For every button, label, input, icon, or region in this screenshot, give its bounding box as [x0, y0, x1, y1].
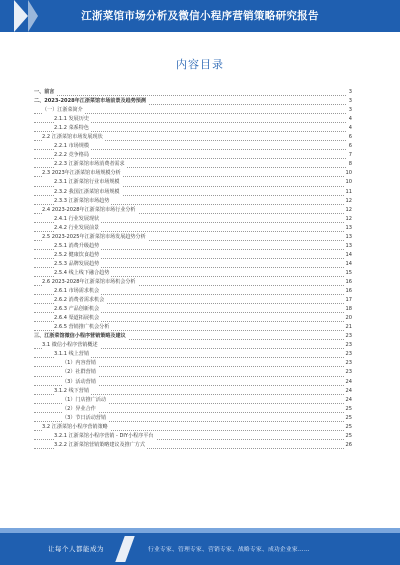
toc-page-number: 4 — [347, 115, 352, 124]
toc-entry[interactable] — [34, 341, 352, 350]
toc-entry[interactable] — [34, 332, 352, 341]
toc-entry-text: 一、前言 — [34, 88, 56, 97]
page-footer — [0, 528, 400, 565]
toc-entry-text: （2）社群营销 — [62, 368, 98, 377]
toc-leader-dots — [34, 95, 352, 96]
toc-entry[interactable] — [34, 151, 352, 160]
toc-entry-text: 2.2.2 竞争格局 — [54, 151, 91, 160]
footer-band — [0, 528, 400, 533]
toc-entry-text: 三、江浙菜馆微信小程序营销策略及建议 — [34, 332, 128, 341]
toc-page-number: 11 — [344, 188, 352, 197]
toc-page-number: 23 — [344, 350, 352, 359]
toc-page-number: 14 — [344, 260, 352, 269]
toc-page-number: 23 — [344, 368, 352, 377]
toc-page-number: 8 — [347, 160, 352, 169]
toc-page-number: 4 — [347, 124, 352, 133]
toc-entry-text: 2.5 2023-2025年江浙菜馆市场发展趋势分析 — [42, 233, 148, 242]
toc-entry[interactable] — [34, 305, 352, 314]
toc-entry-text: 2.5.3 品牌发展趋势 — [54, 260, 101, 269]
toc-page-number: 15 — [344, 269, 352, 278]
toc-entry[interactable] — [34, 432, 352, 441]
toc-entry[interactable] — [34, 88, 352, 97]
toc-entry-text: 2.6.2 消费者需求机会 — [54, 296, 106, 305]
toc-entry[interactable] — [34, 387, 352, 396]
toc-entry-text: 2.1.2 菜系特色 — [54, 124, 91, 133]
toc-entry[interactable] — [34, 178, 352, 187]
toc-entry[interactable] — [34, 368, 352, 377]
toc-page-number: 16 — [344, 287, 352, 296]
report-title: 江浙菜馆市场分析及微信小程序营销策略研究报告 — [81, 10, 319, 22]
toc-entry-text: 3.1 微信小程序营销概述 — [42, 341, 100, 350]
toc-entry[interactable] — [34, 441, 352, 450]
toc-page-number: 25 — [344, 432, 352, 441]
toc-entry-text: 2.4.1 行业发展现状 — [54, 215, 101, 224]
toc-entry-text: （3）节日活动营销 — [62, 414, 108, 423]
toc-entry[interactable] — [34, 224, 352, 233]
toc-entry[interactable] — [34, 188, 352, 197]
toc-entry-text: 2.6.3 产品创新机会 — [54, 305, 101, 314]
toc-page-number: 7 — [347, 151, 352, 160]
toc-entry[interactable] — [34, 323, 352, 332]
toc-entry[interactable] — [34, 350, 352, 359]
toc-entry-text: 2.5.1 消费升级趋势 — [54, 242, 101, 251]
toc-page-number: 26 — [344, 441, 352, 450]
toc-page-number: 21 — [344, 323, 352, 332]
toc-page-number: 25 — [344, 423, 352, 432]
toc-title: 内容目录 — [176, 58, 224, 71]
toc-page-number: 23 — [344, 332, 352, 341]
toc-entry[interactable] — [34, 169, 352, 178]
toc-entry[interactable] — [34, 423, 352, 432]
toc-page-number: 6 — [347, 142, 352, 151]
toc-page-number: 12 — [344, 206, 352, 215]
toc-page-number: 24 — [344, 387, 352, 396]
toc-entry[interactable] — [34, 260, 352, 269]
toc-page-number: 24 — [344, 378, 352, 387]
toc-entry-text: 二、2023-2028年江浙菜馆市场前景及趋势预测 — [34, 97, 148, 106]
toc-entry[interactable] — [34, 414, 352, 423]
toc-entry[interactable] — [34, 314, 352, 323]
slash-decoration-icon — [115, 536, 134, 562]
toc-entry-text: 3.2.1 江浙菜馆小程序营销 - DIY小程序平台 — [54, 432, 156, 441]
toc-entry[interactable] — [34, 106, 352, 115]
toc-entry[interactable] — [34, 378, 352, 387]
toc-entry[interactable] — [34, 396, 352, 405]
toc-entry[interactable] — [34, 359, 352, 368]
toc-entry-text: 2.5.4 线上线下融合趋势 — [54, 269, 111, 278]
toc-entry-text: 2.2 江浙菜馆市场发展现状 — [42, 133, 105, 142]
toc-page-number: 13 — [344, 233, 352, 242]
toc-page-number: 23 — [344, 359, 352, 368]
table-of-contents — [34, 88, 352, 450]
toc-entry-text: 3.1.1 线上营销 — [54, 350, 91, 359]
toc-entry[interactable] — [34, 197, 352, 206]
toc-entry[interactable] — [34, 233, 352, 242]
toc-entry-text: 2.6.5 营销推广机会分析 — [54, 323, 111, 332]
toc-page-number: 6 — [347, 133, 352, 142]
toc-entry-text: 3.1.2 线下营销 — [54, 387, 91, 396]
toc-entry[interactable] — [34, 160, 352, 169]
toc-page-number: 3 — [347, 88, 352, 97]
toc-entry[interactable] — [34, 405, 352, 414]
toc-entry[interactable] — [34, 206, 352, 215]
toc-entry[interactable] — [34, 287, 352, 296]
toc-page-number: 12 — [344, 197, 352, 206]
page-header — [0, 0, 400, 32]
toc-entry[interactable] — [34, 115, 352, 124]
toc-entry-text: 2.4 2023-2028年江浙菜馆市场行业分析 — [42, 206, 138, 215]
toc-entry-text: （1）内容营销 — [62, 359, 98, 368]
toc-page-number: 10 — [344, 178, 352, 187]
toc-page-number: 3 — [347, 106, 352, 115]
toc-page-number: 25 — [344, 414, 352, 423]
toc-page-number: 25 — [344, 405, 352, 414]
toc-entry-text: 2.6.1 市场需求机会 — [54, 287, 101, 296]
toc-entry-text: 3.2.2 江浙菜馆营销策略建议及推广方式 — [54, 441, 147, 450]
toc-entry-text: 3.2 江浙菜馆小程序营销策略 — [42, 423, 110, 432]
toc-entry[interactable] — [34, 269, 352, 278]
toc-entry-text: 2.2.1 市场规模 — [54, 142, 91, 151]
toc-entry-text: （2）异业合作 — [62, 405, 98, 414]
toc-page-number: 13 — [344, 242, 352, 251]
toc-page-number: 24 — [344, 396, 352, 405]
toc-entry[interactable] — [34, 142, 352, 151]
toc-page-number: 14 — [344, 251, 352, 260]
toc-page-number: 16 — [344, 278, 352, 287]
toc-entry-text: 2.3.2 我国江浙菜馆市场规模 — [54, 188, 122, 197]
toc-page-number: 20 — [344, 314, 352, 323]
toc-entry[interactable] — [34, 251, 352, 260]
footer-tagline: 行业专家、管理专家、营销专家、战略专家、成功企业家…… — [148, 547, 310, 553]
toc-entry[interactable] — [34, 296, 352, 305]
toc-entry-text: 2.3 2023年江浙菜馆市场规模分析 — [42, 169, 123, 178]
toc-entry-text: 2.3.1 江浙菜馆行业市场规模 — [54, 178, 122, 187]
toc-entry[interactable] — [34, 124, 352, 133]
toc-entry-text: （一）江浙菜简介 — [42, 106, 85, 115]
toc-entry-text: 2.4.2 行业发展前景 — [54, 224, 101, 233]
toc-entry-text: （1）门店推广活动 — [62, 396, 108, 405]
toc-page-number: 23 — [344, 341, 352, 350]
toc-page-number: 10 — [344, 169, 352, 178]
toc-entry-text: 2.6 2023-2028年江浙菜馆市场机会分析 — [42, 278, 138, 287]
footer-slogan: 让每个人都能成为 — [48, 545, 104, 553]
toc-entry-text: 2.6.4 渠道拓展机会 — [54, 314, 101, 323]
toc-entry[interactable] — [34, 242, 352, 251]
toc-entry[interactable] — [34, 215, 352, 224]
toc-entry[interactable] — [34, 133, 352, 142]
toc-page-number: 18 — [344, 305, 352, 314]
toc-entry-text: 2.1.1 发展历史 — [54, 115, 91, 124]
toc-entry[interactable] — [34, 278, 352, 287]
toc-entry-text: 2.2.3 江浙菜馆市场消费者需求 — [54, 160, 127, 169]
toc-entry-text: 2.3.3 江浙菜馆市场趋势 — [54, 197, 111, 206]
toc-entry[interactable] — [34, 97, 352, 106]
toc-page-number: 12 — [344, 215, 352, 224]
toc-entry-text: 2.5.2 健康饮食趋势 — [54, 251, 101, 260]
toc-page-number: 3 — [347, 97, 352, 106]
toc-page-number: 13 — [344, 224, 352, 233]
toc-page-number: 17 — [344, 296, 352, 305]
toc-entry-text: （3）活动营销 — [62, 378, 98, 387]
